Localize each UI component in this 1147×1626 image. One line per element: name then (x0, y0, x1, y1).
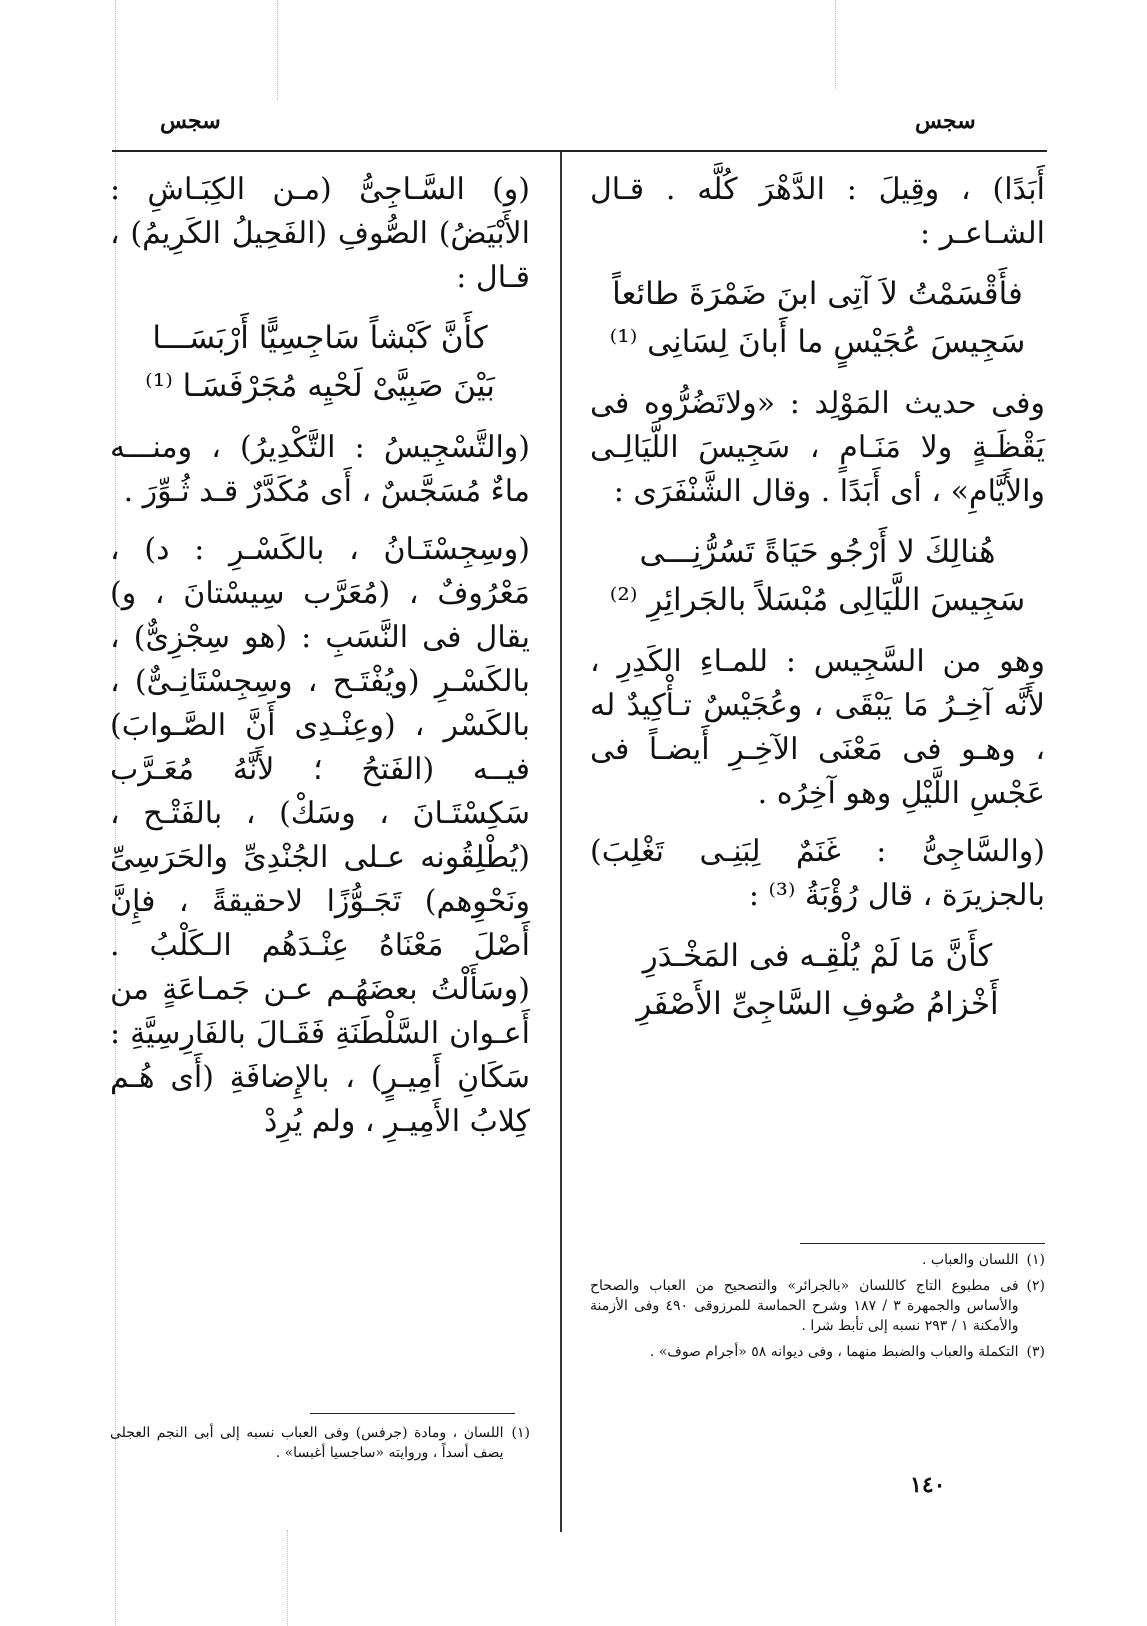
verse-line: فأَقْسَمْتُ لاَ آتِى ابنَ ضَمْرَةَ طائعاً (612, 276, 1023, 312)
paragraph: (و) السَّـاجِىُّ (مـن الكِبَـاشِ : الأَبْيَضُ) الصُّوفِ (الفَحِيلُ الكَرِيمُ) ، قـال : (110, 172, 530, 295)
scan-guide-line (835, 0, 836, 90)
footnote-number: (٢) (1026, 1278, 1045, 1294)
verse-line: كأَنَّ مَا لَمْ يُلْقِـه فى المَخْـدَرِ (642, 938, 993, 974)
left-column (110, 168, 530, 1144)
page-number: ١٤٠ (910, 1472, 946, 1498)
footnotes-left (110, 1423, 530, 1469)
header-rule (112, 150, 1047, 152)
footnote-rule-right (800, 1243, 1045, 1244)
paragraph: (والتَّسْجِيسُ : التَّكْدِيرُ) ، ومنـــه ماءٌ مُسَجَّسٌ ، أَى مُكَدَّرٌ قـد ثُـوِّرَ . (110, 430, 530, 509)
footnote-number: (١) (1026, 1252, 1045, 1268)
verse-line: هُنالِكَ لا أَرْجُو حَيَاةً تَسُرُّنِـــى (639, 534, 996, 570)
footnote (590, 1250, 1045, 1270)
footnote-text: فى مطبوع التاج كاللسان «بالجرائر» والتصحيح من العباب والصحاح والأساس والجمهرة ٣ / ١٨٧ وشرح الحماسة للمرزوقى ٤٩٠ وفى الأزمنة والأمكنة ١ / ٢٩٣ نسبه إلى تأبط شرا . (590, 1278, 1019, 1334)
right-column (590, 168, 1045, 1044)
verse-line: كأَنَّ كَبْشاً سَاجِسِيًّا أَرْبَسَـــا (152, 320, 488, 356)
verse-line: سَجِيسَ عُجَيْسٍ ما أَبانَ لِسَانِى ⁽¹⁾ (609, 324, 1026, 360)
footnote-number: (٣) (1026, 1344, 1045, 1360)
column-divider (560, 152, 562, 1532)
verse (590, 270, 1045, 366)
footnote-text: اللسان ، ومادة (جرفس) وفى العباب نسبه إلى أبى النجم العجلى يصف أسداً ، وروايته «ساجسيا أغبسا» . (110, 1425, 504, 1461)
footnote-rule-left (310, 1413, 515, 1414)
footnote-number: (١) (511, 1425, 530, 1441)
paragraph: (والسَّاجِىُّ : غَنَمٌ لِبَنِـى تَغْلِبَ) بالجزيرَة ، قال رُؤْبَةُ ⁽³⁾ : (590, 834, 1045, 913)
paragraph: وفى حديث المَوْلِد : «ولاتَضُرُّوه فى يَقْظَـةٍ ولا مَنَـامٍ ، سَجِيسَ اللَّيَالِـى والأَيَّامِ» ، أى أَبَدًا . وقال الشَّنْفَرَى : (590, 386, 1045, 509)
verse-line: سَجِيسَ اللَّيَالِى مُبْسَلاً بالجَرائِرِ ⁽²⁾ (609, 582, 1026, 618)
verse (590, 932, 1045, 1028)
footnote-text: التكملة والعباب والضبط منهما ، وفى ديوانه ٥٨ «أجرام صوف» . (649, 1344, 1019, 1360)
running-header-left: سجس (160, 108, 221, 134)
footnote (590, 1342, 1045, 1362)
paragraph: (وسِجِسْتَـانُ ، بالكَسْـرِ : د) ، مَعْرُوفٌ ، (مُعَرَّب سِيسْتانَ ، و) يقال فى النَّسَبِ : (هو سِجْزِىٌّ) ، بالكَسْـرِ (ويُفْتَـح ، وسِجِسْتَانِـىٌّ) ، بالكَسْر ، (وعِنْـدِى أَنَّ الصَّـوابَ) فيــه (الفَتحُ ؛ لأَنَّهُ مُعَـرَّب سَكِسْتَـانَ ، وسَكْ) ، بالفَتْـح ، (يُطْلِقُونه عـلى الجُنْدِىِّ والحَرَسِىِّ ونَحْوِهم) تَجَـوُّزًا لاحقيقةً ، فإِنَّ أَصْلَ مَعْنَاهُ عِنْـدَهُم الـكَلْبُ . (وسَأَلْتُ بعضَهُـم عـن جَمـاعَةٍ من أَعـوان السَّلْطَنَةِ فَقَـالَ بالفَارِسِيَّةِ : سَكَانِ أَمِيـرٍ) ، بالإِضافَةِ (أَى هُـم كِلابُ الأَمِيـرِ ، ولم يُرِدْ (110, 532, 530, 1139)
running-header-right: سجس (915, 108, 976, 134)
footnote (110, 1423, 530, 1463)
verse-line: بَيْنَ صَبِيَّىْ لَحْيِه مُجَرْفَسَـا ⁽¹⁾ (145, 368, 495, 404)
scan-guide-line (287, 1530, 288, 1626)
paragraph: وهو من السَّجِيس : للمـاءِ الكَدِرِ ، لأَنَّه آخِـرُ مَا يَبْقَى ، وعُجَيْسٌ تـأْكِيدٌ له ، وهـو فى مَعْنَى الآخِـرِ أَيضـاً فى عَجْسِ اللَّيْلِ وهو آخِرُه . (590, 644, 1045, 811)
verse (590, 528, 1045, 624)
footnote-text: اللسان والعباب . (922, 1252, 1019, 1268)
footnote (590, 1276, 1045, 1336)
footnotes-right (590, 1250, 1045, 1368)
paragraph: أَبَدًا) ، وقِيلَ : الدَّهْرَ كُلَّه . قـال الشـاعـر : (590, 172, 1045, 251)
verse-line: أَخْزامُ صُوفِ السَّاجِىِّ الأَصْفَرِ (636, 986, 999, 1022)
scan-guide-line (277, 0, 278, 100)
verse (110, 314, 530, 410)
